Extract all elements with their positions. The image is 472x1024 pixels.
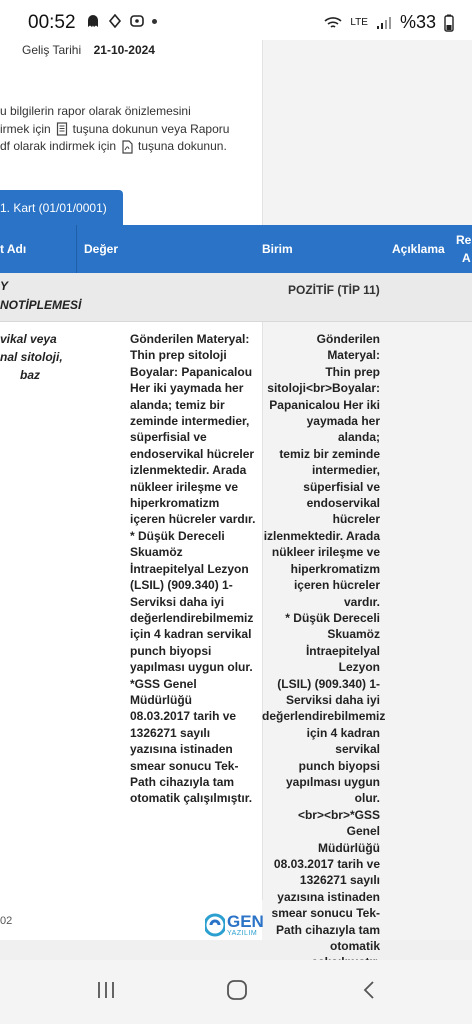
- cell-line: hiperkromatizm: [290, 561, 380, 576]
- test-name-line: nal sitoloji,: [0, 350, 63, 364]
- cell-line: Müdürlüğü: [318, 840, 380, 855]
- cell-line: İntraepitelyal Lezyon: [130, 561, 249, 576]
- wifi-icon: [324, 16, 342, 30]
- header-separator: [76, 225, 77, 273]
- cell-line: * Düşük Dereceli: [130, 528, 225, 543]
- arrival-label: Geliş Tarihi: [22, 43, 82, 57]
- cell-line: 1326271 sayılı: [130, 725, 211, 740]
- info-line-2: irmek için tuşuna dokunun veya Raporu: [0, 121, 230, 136]
- cell-line: punch biyopsi: [298, 758, 380, 773]
- arrival-row: [22, 41, 155, 59]
- cell-line: nükleer irileşme ve: [130, 479, 239, 494]
- cell-line: süperfisial ve: [130, 430, 207, 445]
- cell-line: Boyalar: Papanicalou: [130, 364, 253, 379]
- cell-line: süperfisial ve: [303, 479, 380, 494]
- header-reference: Re: [456, 233, 472, 247]
- cell-line: <br><br>*GSS Genel: [297, 807, 380, 839]
- cell-line: yapılması uygun olur.: [130, 660, 253, 675]
- diamond-icon: [108, 14, 122, 28]
- table-header: [0, 225, 472, 273]
- cell-line: zeminde intermedier,: [130, 414, 250, 429]
- cell-line: smear sonucu Tek-: [271, 906, 380, 921]
- cell-line: Path cihazıyla tam: [275, 922, 380, 937]
- cell-line: yaymada her alanda;: [306, 414, 380, 445]
- header-reference-2: A: [462, 251, 471, 265]
- status-right: [324, 12, 454, 33]
- tab-card-1[interactable]: [0, 190, 123, 226]
- pdf-icon[interactable]: [120, 140, 134, 154]
- cell-line: * Düşük Dereceli: [285, 610, 380, 625]
- cell-line: otomatik: [329, 939, 380, 954]
- cell-line: 08.03.2017 tarih ve: [130, 709, 237, 724]
- cell-line: değerlendirebilmemiz: [262, 709, 386, 724]
- logo-sub: YAZILIM: [227, 930, 258, 937]
- cell-line: Serviksi daha iyi: [130, 594, 225, 609]
- cell-line: nükleer irileşme ve: [271, 545, 380, 560]
- cell-line: (LSIL) (909.340) 1-: [130, 578, 233, 593]
- group-row: [0, 273, 472, 322]
- row-test-name: [0, 330, 63, 384]
- footer-left-text: 02: [0, 915, 13, 927]
- group-name-1: Y: [0, 279, 9, 293]
- cell-line: Thin prep: [325, 364, 380, 379]
- info-line-1: u bilgilerin rapor olarak önizlemesini: [0, 104, 191, 118]
- android-nav-bar: [0, 960, 472, 1024]
- recent-apps-icon[interactable]: [96, 980, 116, 1000]
- cell-line: izlenmektedir. Arada: [263, 528, 380, 543]
- battery-icon: [444, 14, 454, 32]
- cell-line: Her iki yaymada her: [130, 381, 244, 396]
- cell-line: otomatik çalışılmıştır.: [130, 791, 253, 806]
- cell-line: temiz bir zeminde: [279, 446, 380, 461]
- cell-line: Gönderilen Materyal:: [316, 332, 380, 363]
- logo-text: GEN: [227, 912, 264, 931]
- test-name-line: baz: [20, 368, 41, 382]
- cell-line: Skuamöz: [130, 545, 183, 560]
- status-time: 00:52: [28, 12, 76, 33]
- cell-line: 1326271 sayılı: [299, 873, 380, 888]
- cell-line: *GSS Genel: [130, 676, 197, 691]
- dot-icon: [152, 19, 157, 24]
- tab-label: 1. Kart (01/01/0001): [0, 201, 107, 215]
- cell-line: Path cihazıyla tam: [130, 774, 235, 789]
- header-test-name: t Adı: [0, 242, 27, 256]
- cell-line: yazısına istinaden: [130, 742, 233, 757]
- cell-line: yazısına istinaden: [277, 889, 380, 904]
- home-icon[interactable]: [226, 980, 248, 1000]
- cell-line: Thin prep sitoloji: [130, 348, 227, 363]
- test-name-line: vikal veya: [0, 332, 57, 346]
- cell-line: için 4 kadran servikal: [130, 627, 252, 642]
- cell-line: Müdürlüğü: [130, 692, 192, 707]
- cell-line: hiperkromatizm: [130, 496, 220, 511]
- cell-line: intermedier,: [311, 463, 380, 478]
- cell-line: alanda; temiz bir: [130, 397, 225, 412]
- document-icon[interactable]: [55, 122, 69, 136]
- cell-line: sitoloji<br>Boyalar:: [267, 381, 380, 396]
- status-bar: [0, 0, 472, 40]
- info-line-3: df olarak indirmek için tuşuna dokunun.: [0, 139, 227, 153]
- header-value: Değer: [84, 242, 119, 256]
- cell-line: değerlendirebilmemiz: [130, 610, 254, 625]
- value-cell: [130, 331, 256, 807]
- cell-line: Gönderilen Materyal:: [130, 332, 250, 346]
- cell-line: içeren hücreler vardır.: [130, 512, 256, 527]
- group-result: POZİTİF (TİP 11): [288, 283, 380, 297]
- arrival-date: 21-10-2024: [93, 43, 155, 57]
- unit-cell: [262, 331, 386, 987]
- cell-line: yapılması uygun olur.: [285, 774, 380, 806]
- cell-line: için 4 kadran servikal: [306, 725, 380, 757]
- header-unit: Birim: [262, 242, 293, 256]
- cell-line: 08.03.2017 tarih ve: [273, 857, 380, 871]
- gen-yazilim-logo: [205, 912, 264, 938]
- cell-line: smear sonucu Tek-: [130, 758, 239, 773]
- cell-line: İntraepitelyal Lezyon: [305, 643, 380, 675]
- status-notification-icons: [86, 14, 157, 28]
- cell-line: punch biyopsi: [130, 643, 212, 658]
- header-description: Açıklama: [392, 242, 445, 256]
- battery-percent: %33: [399, 12, 436, 32]
- logo-mark-icon: [205, 912, 225, 938]
- cell-line: izlenmektedir. Arada: [130, 463, 247, 478]
- cell-line: endoservikal hücreler: [130, 446, 255, 461]
- app-badge-icon: [130, 14, 144, 28]
- ghost-icon: [86, 14, 100, 28]
- back-icon[interactable]: [362, 980, 376, 1000]
- cell-line: endoservikal hücreler: [306, 496, 380, 527]
- cell-line: (LSIL) (909.340) 1-: [277, 676, 380, 691]
- cell-line: Serviksi daha iyi: [285, 692, 380, 707]
- cell-line: Skuamöz: [327, 627, 380, 642]
- cell-line: Papanicalou Her iki: [269, 397, 380, 412]
- network-label: LTE: [350, 17, 368, 28]
- signal-icon: [376, 16, 392, 30]
- group-name-2: NOTİPLEMESİ: [0, 298, 82, 312]
- info-text: [0, 103, 229, 156]
- cell-line: içeren hücreler vardır.: [293, 578, 380, 609]
